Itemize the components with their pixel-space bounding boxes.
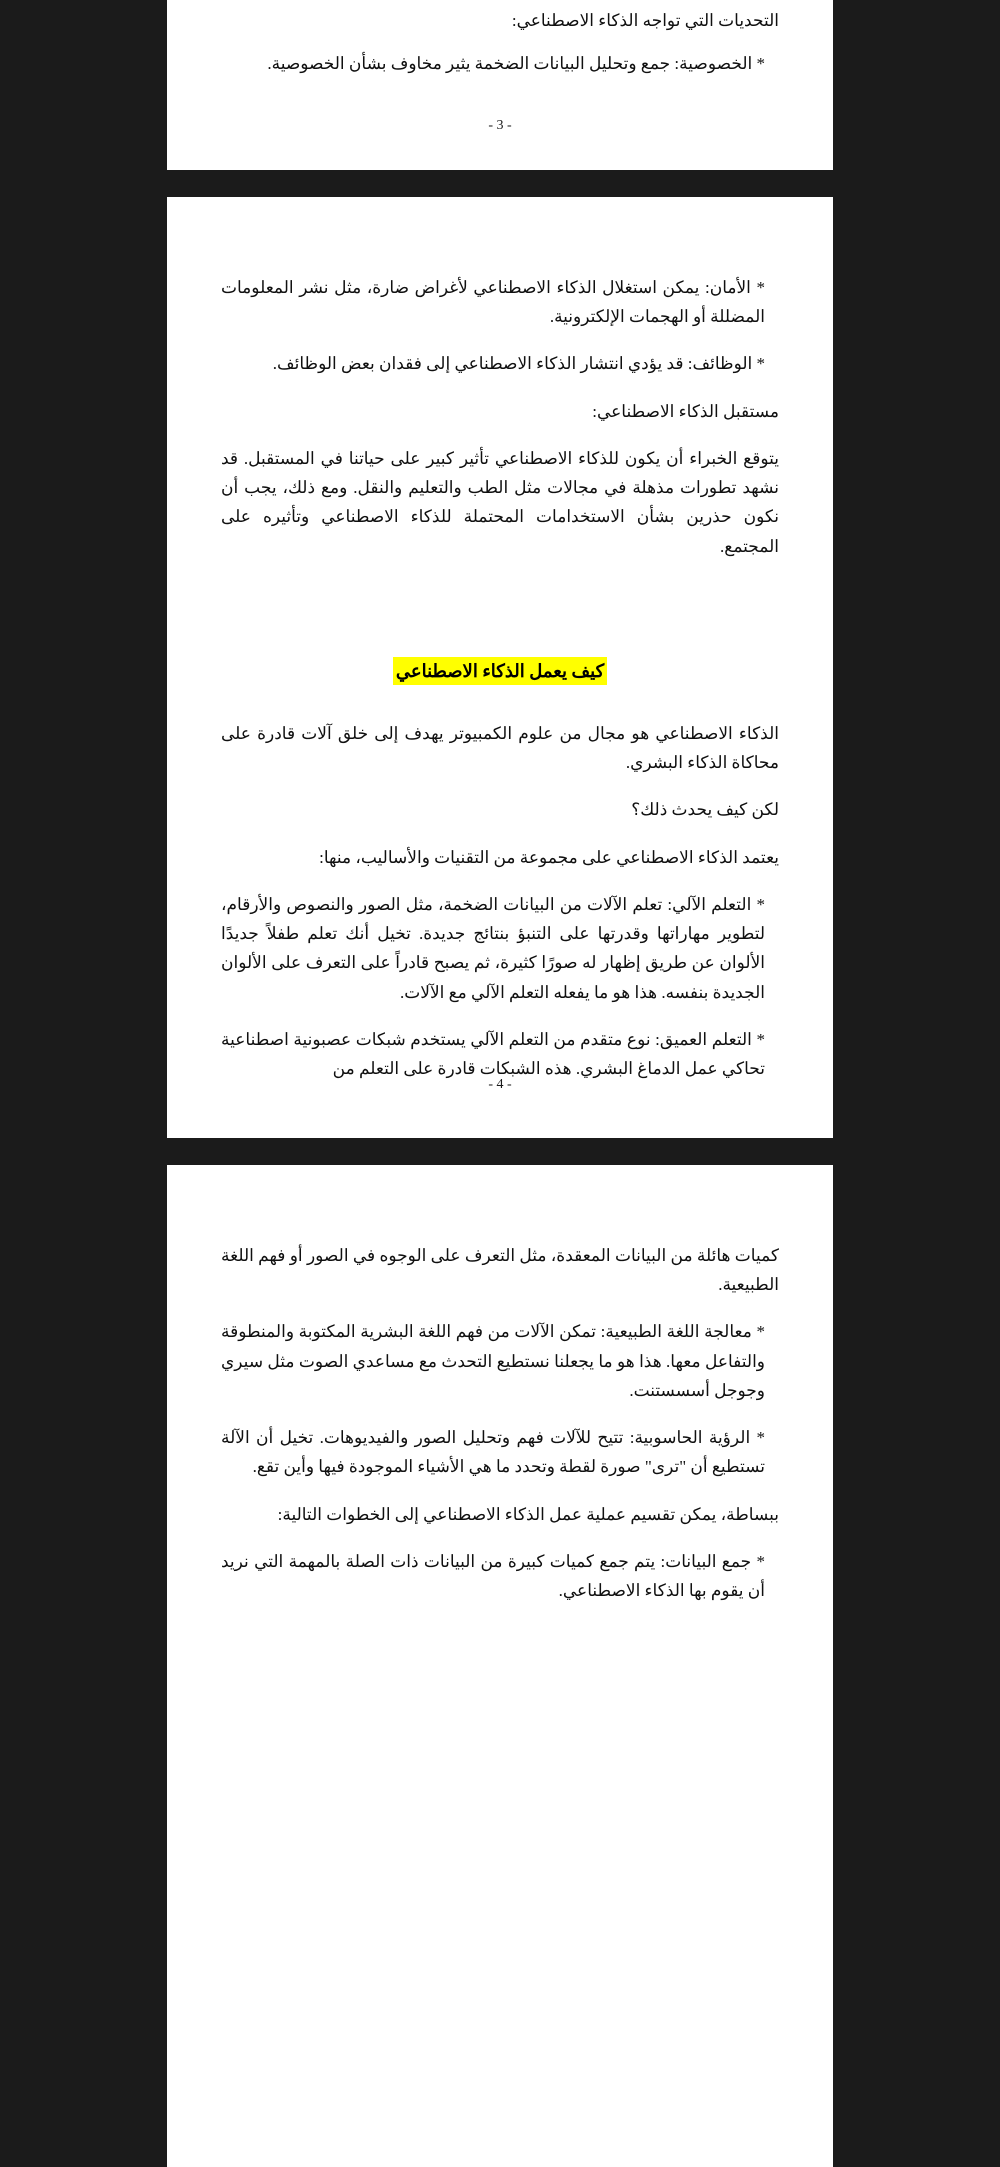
page-number-3: - 3 - — [488, 118, 512, 133]
page4-subheading-future: مستقبل الذكاء الاصطناعي: — [592, 401, 779, 421]
page4-bullet-deep-learning: * التعلم العميق: نوع متقدم من التعلم الآلي يستخدم شبكات عصبونية اصطناعية تحاكي عمل الدماغ البشري. هذه الشبكات قادرة على التعلم من — [221, 1029, 765, 1079]
page5-paragraph-steps-intro: ببساطة، يمكن تقسيم عملية عمل الذكاء الاصطناعي إلى الخطوات التالية: — [277, 1504, 779, 1524]
page4-bullet-jobs: * الوظائف: قد يؤدي انتشار الذكاء الاصطناعي إلى فقدان بعض الوظائف. — [272, 354, 765, 374]
page5-bullet-data-collection: * جمع البيانات: يتم جمع كميات كبيرة من البيانات ذات الصلة بالمهمة التي نريد أن يقوم بها الذكاء الاصطناعي. — [221, 1551, 765, 1601]
page4-bullet-machine-learning: * التعلم الآلي: تعلم الآلات من البيانات الضخمة، مثل الصور والنصوص والأرقام، لتطوير مهاراتها وقدرتها على التنبؤ بنتائج جديدة. تخيل أنك تعلم طفلاً جديدًا الألوان عن طريق إظهار له صورًا كثيرة، ثم يصبح قادراً على التعرف على الألوان الجديدة بنفسه. هذا هو ما يفعله التعلم الآلي مع الآلات. — [221, 894, 765, 1002]
document-page-4 — [167, 197, 833, 1138]
page4-paragraph-future: يتوقع الخبراء أن يكون للذكاء الاصطناعي تأثير كبير على حياتنا في المستقبل. قد نشهد تطورات مذهلة في مجالات مثل الطب والتعليم والنقل. ومع ذلك، يجب أن نكون حذرين بشأن الاستخدامات المحتملة للذكاء الاصطناعي وتأثيره على المجتمع. — [221, 448, 779, 556]
page5-bullet-nlp: * معالجة اللغة الطبيعية: تمكن الآلات من فهم اللغة البشرية المكتوبة والمنطوقة والتفاعل معها. هذا هو ما يجعلنا نستطيع التحدث مع مساعدي الصوت مثل سيري وجوجل أسسستنت. — [221, 1322, 765, 1400]
page5-bullet-computer-vision: * الرؤية الحاسوبية: تتيح للآلات فهم وتحليل الصور والفيديوهات. تخيل أن الآلة تستطيع أن "ترى" صورة لقطة وتحدد ما هي الأشياء الموجودة فيها وأين تقع. — [221, 1428, 765, 1477]
page3-paragraph-0: التحديات التي تواجه الذكاء الاصطناعي: — [511, 11, 779, 30]
document-page-3 — [167, 0, 833, 170]
page4-paragraph-definition: الذكاء الاصطناعي هو مجال من علوم الكمبيوتر يهدف إلى خلق آلات قادرة على محاكاة الذكاء البشري. — [221, 723, 779, 773]
page4-bullet-security: * الأمان: يمكن استغلال الذكاء الاصطناعي لأغراض ضارة، مثل نشر المعلومات المضللة أو الهجمات الإلكترونية. — [221, 278, 765, 327]
section-heading-how-ai-works — [221, 657, 779, 685]
section-heading-highlight: كيف يعمل الذكاء الاصطناعي — [393, 657, 607, 685]
page5-paragraph-complex-data: كميات هائلة من البيانات المعقدة، مثل التعرف على الوجوه في الصور أو فهم اللغة الطبيعية. — [221, 1246, 779, 1295]
page4-question-howdoesithappen: لكن كيف يحدث ذلك؟ — [631, 800, 779, 820]
page-number-4: - 4 - — [488, 1077, 512, 1092]
page3-bullet-privacy: * الخصوصية: جمع وتحليل البيانات الضخمة يثير مخاوف بشأن الخصوصية. — [267, 54, 765, 74]
page4-paragraph-techniques-intro: يعتمد الذكاء الاصطناعي على مجموعة من التقنيات والأساليب، منها: — [319, 847, 779, 867]
document-page-5 — [167, 1165, 833, 2167]
